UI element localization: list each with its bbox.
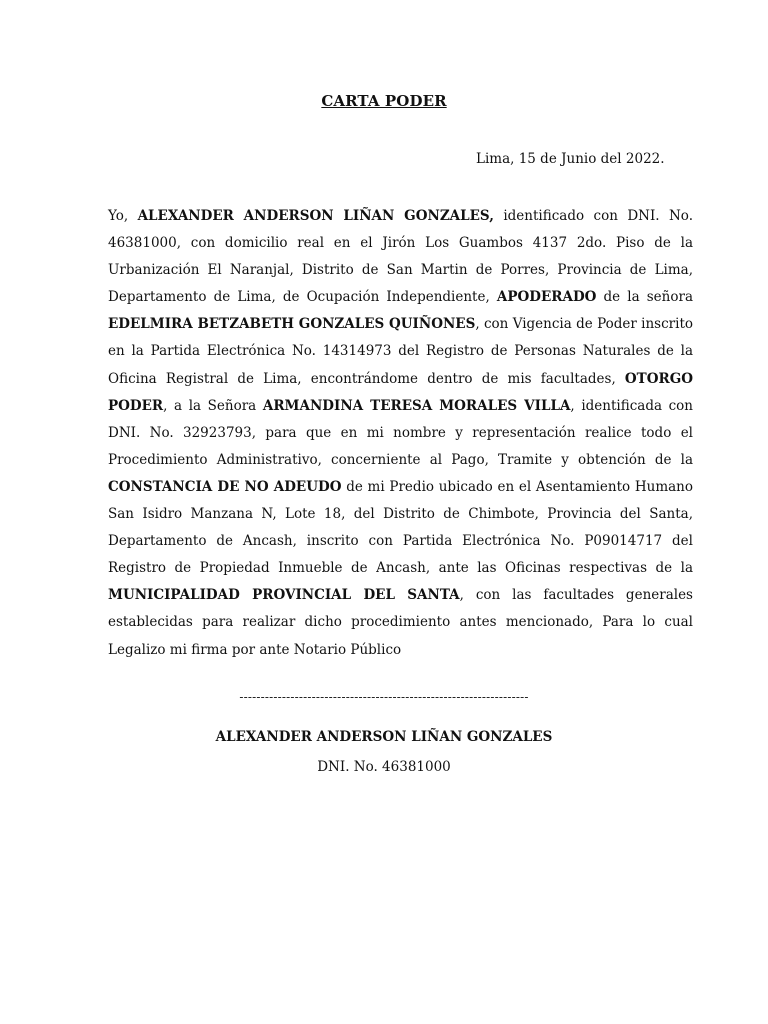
text-run: de mi Predio ubicado en el Asentamiento Humano San Isidro Manzana N, Lote 18, del Distrito de Chimbote, Provincia del Santa, Departamento de Ancash, inscrito con Partida Electrónica No. P09014717 del Registro de Propiedad Inmueble de Ancash, ante las Oficinas respectivas de la [108, 478, 693, 577]
bold-text-run: ALEXANDER ANDERSON LIÑAN GONZALES, [137, 208, 494, 224]
bold-text-run: CONSTANCIA DE NO ADEUDO [108, 478, 342, 495]
signatory-dni: DNI. No. 46381000 [317, 759, 451, 775]
signature-line: -------------------------------------------------------------------- [239, 690, 529, 704]
bold-text-run: ARMANDINA TERESA MORALES VILLA [262, 397, 571, 414]
bold-text-run: EDELMIRA BETZABETH GONZALES QUIÑONES [108, 316, 476, 333]
text-run: , con Vigencia de Poder inscrito en la Partida Electrónica No. 14314973 del Registro de Personas Naturales de la Oficina Registral de Lima, encontrándome dentro de mis facultades, [108, 316, 693, 387]
body-paragraph [108, 203, 693, 664]
signatory-name: ALEXANDER ANDERSON LIÑAN GONZALES [215, 729, 553, 745]
text-run: de la señora [596, 289, 693, 306]
text-run: identificado con DNI. No. 46381000, con domicilio real en el Jirón Los Guambos 4137 2do. Piso de la Urbanización El Naranjal, Distrito de San Martin de Porres, Provincia de Lima, Departamento de Lima, de Ocupación Independiente, [108, 208, 693, 306]
bold-text-run: MUNICIPALIDAD PROVINCIAL DEL SANTA [108, 587, 460, 604]
bold-text-run: OTORGO PODER [108, 370, 693, 414]
text-run: Yo, [108, 208, 138, 224]
text-run: , a la Señora [163, 397, 263, 414]
text-run: , identificada con DNI. No. 32923793, para que en mi nombre y representación realice todo el Procedimiento Administrativo, concerniente al Pago, Tramite y obtención de la [108, 397, 693, 468]
date-line: Lima, 15 de Junio del 2022. [476, 151, 665, 167]
bold-text-run: APODERADO [496, 289, 597, 306]
text-run: , con las facultades generales establecidas para realizar dicho procedimiento antes mencionado, Para lo cual Legalizo mi firma por ante Notario Público [108, 587, 693, 658]
document-title: CARTA PODER [321, 92, 447, 110]
